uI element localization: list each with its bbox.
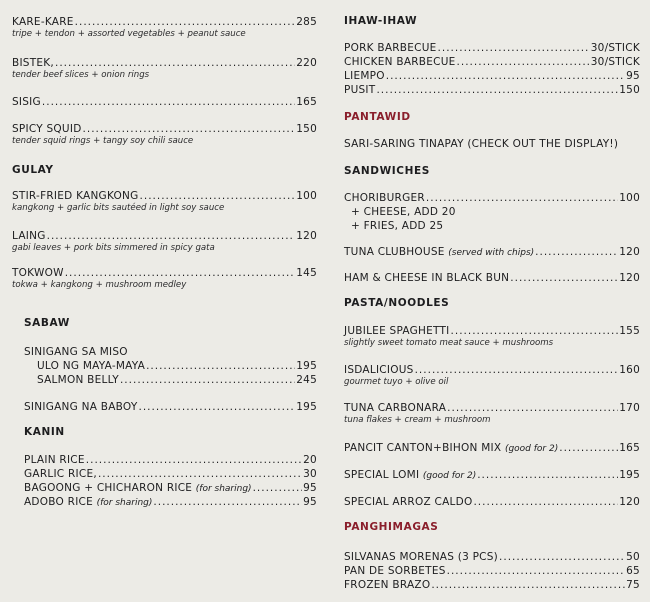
leader-dots (510, 272, 618, 285)
menu-item-special-arroz-caldo: SPECIAL ARROZ CALDO ..... 120 (344, 496, 640, 509)
leader-dots (431, 579, 625, 592)
leader-dots (415, 364, 619, 377)
leader-dots (120, 374, 295, 387)
menu-item-kare-kare: KARE-KARE ..... 285 tripe + tendon + assorted vegetables + peanut sauce (12, 16, 317, 40)
leader-dots (386, 70, 625, 83)
menu-item-kangkong: STIR-FRIED KANGKONG ..... 100 kangkong + garlic bits sautéed in light soy sauce (12, 190, 317, 214)
section-heading-kanin: KANIN (24, 426, 65, 438)
menu-item-bagoong-chicharon-rice: BAGOONG + CHICHARON RICE (for sharing) ..... 95 (24, 482, 317, 496)
leader-dots (55, 57, 295, 70)
item-note: (for sharing) (195, 484, 252, 494)
leader-dots (42, 96, 295, 109)
item-description: tender beef slices + onion rings (12, 70, 150, 80)
menu-item-pork-barbecue: PORK BARBECUE ..... 30/STICK (344, 42, 640, 55)
menu-item-salmon-belly: SALMON BELLY ..... 245 (37, 374, 317, 387)
leader-dots (253, 482, 303, 495)
leader-dots (47, 230, 296, 243)
item-description: kangkong + garlic bits sautéed in light soy sauce (12, 203, 225, 213)
menu-item-pancit-canton-bihon: PANCIT CANTON+BIHON MIX (good for 2) ..... 165 (344, 442, 640, 456)
menu-item-tokwow: TOKWOW ..... 145 tokwa + kangkong + mushroom medley (12, 267, 317, 291)
leader-dots (447, 402, 618, 415)
menu-item-laing: LAING ..... 120 gabi leaves + pork bits simmered in spicy gata (12, 230, 317, 254)
menu-item-ham-cheese: HAM & CHEESE IN BLACK BUN ..... 120 (344, 272, 640, 285)
leader-dots (83, 123, 296, 136)
leader-dots (86, 454, 302, 467)
leader-dots (451, 325, 619, 338)
leader-dots (559, 442, 618, 455)
item-note: (for sharing) (96, 498, 153, 508)
menu-item-ulo-ng-maya-maya: ULO NG MAYA-MAYA ..... 195 (37, 360, 317, 373)
leader-dots (477, 469, 618, 482)
menu-item-frozen-brazo: FROZEN BRAZO ..... 75 (344, 579, 640, 592)
menu-item-special-lomi: SPECIAL LOMI (good for 2) ..... 195 (344, 469, 640, 483)
section-heading-gulay: GULAY (12, 164, 54, 176)
menu-item-pan-de-sorbetes: PAN DE SORBETES ..... 65 (344, 565, 640, 578)
leader-dots (65, 267, 295, 280)
item-note: (served with chips) (448, 248, 535, 258)
menu-item-chicken-barbecue: CHICKEN BARBECUE ..... 30/STICK (344, 56, 640, 69)
menu-item-liempo: LIEMPO ..... 95 (344, 70, 640, 83)
leader-dots (457, 56, 590, 69)
item-description: tokwa + kangkong + mushroom medley (12, 280, 187, 290)
menu-item-bistek: BISTEK, ..... 220 tender beef slices + onion rings (12, 57, 317, 81)
leader-dots (438, 42, 590, 55)
leader-dots (426, 192, 618, 205)
item-description: tuna flakes + cream + mushroom (344, 415, 491, 425)
leader-dots (447, 565, 626, 578)
leader-dots (473, 496, 618, 509)
item-note: (good for 2) (422, 471, 477, 481)
section-heading-pantawid: PANTAWID (344, 111, 411, 123)
menu-item-choriburger: CHORIBURGER ..... 100 (344, 192, 640, 205)
leader-dots (75, 16, 296, 29)
menu-item-silvanas-morenas: SILVANAS MORENAS (3 PCS) ..... 50 (344, 551, 640, 564)
leader-dots (499, 551, 625, 564)
item-description: slightly sweet tomato meat sauce + mushrooms (344, 338, 554, 348)
menu-item-garlic-rice: GARLIC RICE, ..... 30 (24, 468, 317, 481)
leader-dots (376, 84, 618, 97)
section-heading-sabaw: SABAW (24, 317, 70, 329)
item-note: (good for 2) (504, 444, 559, 454)
menu-item-sisig: SISIG ..... 165 (12, 96, 317, 109)
menu-item-tinapay: SARI-SARING TINAPAY (CHECK OUT THE DISPLAY!) (344, 138, 619, 150)
menu-item-jubilee-spaghetti: JUBILEE SPAGHETTI ..... 155 slightly sweet tomato meat sauce + mushrooms (344, 325, 640, 349)
menu-item-plain-rice: PLAIN RICE ..... 20 (24, 454, 317, 467)
item-description: gabi leaves + pork bits simmered in spicy gata (12, 243, 215, 253)
sinigang-sa-miso-label: SINIGANG SA MISO (24, 346, 128, 358)
choriburger-add-fries: + FRIES, ADD 25 (351, 220, 444, 232)
leader-dots (140, 190, 296, 203)
item-description: gourmet tuyo + olive oil (344, 377, 449, 387)
leader-dots (535, 246, 618, 259)
menu-item-sinigang-na-baboy: SINIGANG NA BABOY ..... 195 (24, 401, 317, 414)
menu-item-pusit: PUSIT ..... 150 (344, 84, 640, 97)
leader-dots (98, 468, 302, 481)
menu-item-spicy-squid: SPICY SQUID ..... 150 tender squid rings + tangy soy chili sauce (12, 123, 317, 147)
menu-item-isdalicious: ISDALICIOUS ..... 160 gourmet tuyo + olive oil (344, 364, 640, 388)
menu-item-tuna-clubhouse: TUNA CLUBHOUSE (served with chips) ..... 120 (344, 246, 640, 260)
menu-item-tuna-carbonara: TUNA CARBONARA ..... 170 tuna flakes + cream + mushroom (344, 402, 640, 426)
leader-dots (153, 496, 302, 509)
item-description: tender squid rings + tangy soy chili sauce (12, 136, 194, 146)
menu-item-adobo-rice: ADOBO RICE (for sharing) ..... 95 (24, 496, 317, 510)
section-heading-panghimagas: PANGHIMAGAS (344, 521, 439, 533)
leader-dots (139, 401, 296, 414)
section-heading-ihaw-ihaw: IHAW-IHAW (344, 15, 418, 27)
section-heading-sandwiches: SANDWICHES (344, 165, 430, 177)
section-heading-pasta-noodles: PASTA/NOODLES (344, 297, 450, 309)
choriburger-add-cheese: + CHEESE, ADD 20 (351, 206, 456, 218)
leader-dots (146, 360, 295, 373)
item-description: tripe + tendon + assorted vegetables + peanut sauce (12, 29, 246, 39)
